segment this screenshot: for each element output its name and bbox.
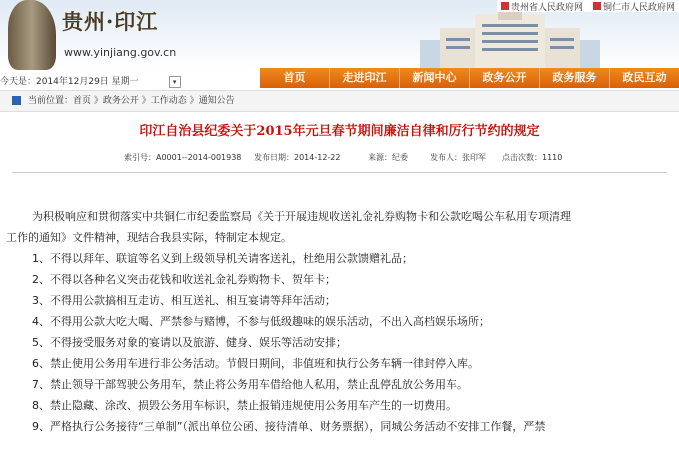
paragraph: 为积极响应和贯彻落实中共铜仁市纪委监察局《关于开展违规收送礼金礼券购物卡和公款吃喝公车私用专项清理 — [32, 210, 571, 223]
chevron-down-icon[interactable]: ▾ — [169, 76, 181, 88]
link-icon — [501, 2, 509, 10]
nav-gov-services[interactable]: 政务服务 — [539, 68, 609, 88]
date-bar — [0, 74, 181, 88]
breadcrumb-text[interactable]: 当前位置：首页 》政务公开 》工作动态 》通知公告 — [28, 96, 235, 106]
list-item: 3、不得用公款搞相互走访、相互送礼、相互宴请等拜年活动； — [32, 294, 336, 307]
logo-rock-image — [8, 0, 56, 70]
nav-gov-affairs[interactable]: 政务公开 — [469, 68, 539, 88]
list-item: 8、禁止隐藏、涂改、损毁公务用车标识，禁止报销违规使用公务用车产生的一切费用。 — [32, 399, 457, 412]
list-item: 9、严格执行公务接待“三单制”（派出单位公函、接待清单、财务票据），同城公务活动不安排工作餐，严禁 — [32, 420, 546, 433]
main-nav — [260, 68, 679, 88]
article-title: 印江自治县纪委关于2015年元旦春节期间廉洁自律和厉行节约的规定 — [139, 124, 540, 139]
meta-author: 发布人：张印军 — [430, 153, 486, 162]
meta-source: 来源：纪委 — [368, 153, 408, 162]
site-url: www.yinjiang.gov.cn — [64, 46, 177, 59]
meta-index: 索引号：A0001--2014-001938 — [124, 153, 242, 162]
nav-news[interactable]: 新闻中心 — [399, 68, 469, 88]
paragraph: 工作的通知》文件精神，现结合我县实际，特制定本规定。 — [6, 231, 292, 244]
home-icon — [12, 96, 21, 105]
site-header — [0, 0, 679, 70]
article-meta — [0, 152, 679, 166]
date-text: 今天是：2014年12月29日 星期一 — [0, 77, 139, 87]
divider — [12, 172, 667, 173]
top-link-province[interactable]: 贵州省人民政府网 — [501, 0, 583, 13]
list-item: 6、禁止使用公务用车进行非公务活动。节假日期间，非值班和执行公务车辆一律封停入库。 — [32, 357, 479, 370]
nav-about[interactable]: 走进印江 — [329, 68, 399, 88]
top-links — [497, 0, 679, 12]
list-item: 4、不得用公款大吃大喝、严禁参与赌博，不参与低级趣味的娱乐活动，不出入高档娱乐场所； — [32, 315, 490, 328]
article-body — [6, 206, 672, 437]
list-item: 7、禁止领导干部驾驶公务用车，禁止将公务用车借给他人私用，禁止乱停乱放公务用车。 — [32, 378, 468, 391]
nav-interaction[interactable]: 政民互动 — [609, 68, 679, 88]
top-link-city[interactable]: 铜仁市人民政府网 — [593, 0, 675, 13]
list-item: 5、不得接受服务对象的宴请以及旅游、健身、娱乐等活动安排； — [32, 336, 347, 349]
list-item: 1、不得以拜年、联谊等名义到上级领导机关请客送礼，杜绝用公款馈赠礼品； — [32, 252, 413, 265]
breadcrumb — [0, 90, 679, 112]
link-icon — [593, 2, 601, 10]
list-item: 2、不得以各种名义突击花钱和收送礼金礼券购物卡、贺年卡； — [32, 273, 336, 286]
meta-date: 发布日期：2014-12-22 — [254, 153, 341, 162]
government-building-image — [420, 10, 600, 68]
meta-clicks: 点击次数：1110 — [502, 153, 563, 162]
site-logo-title[interactable]: 贵州·印江 — [62, 9, 159, 34]
nav-home[interactable]: 首页 — [283, 71, 306, 84]
